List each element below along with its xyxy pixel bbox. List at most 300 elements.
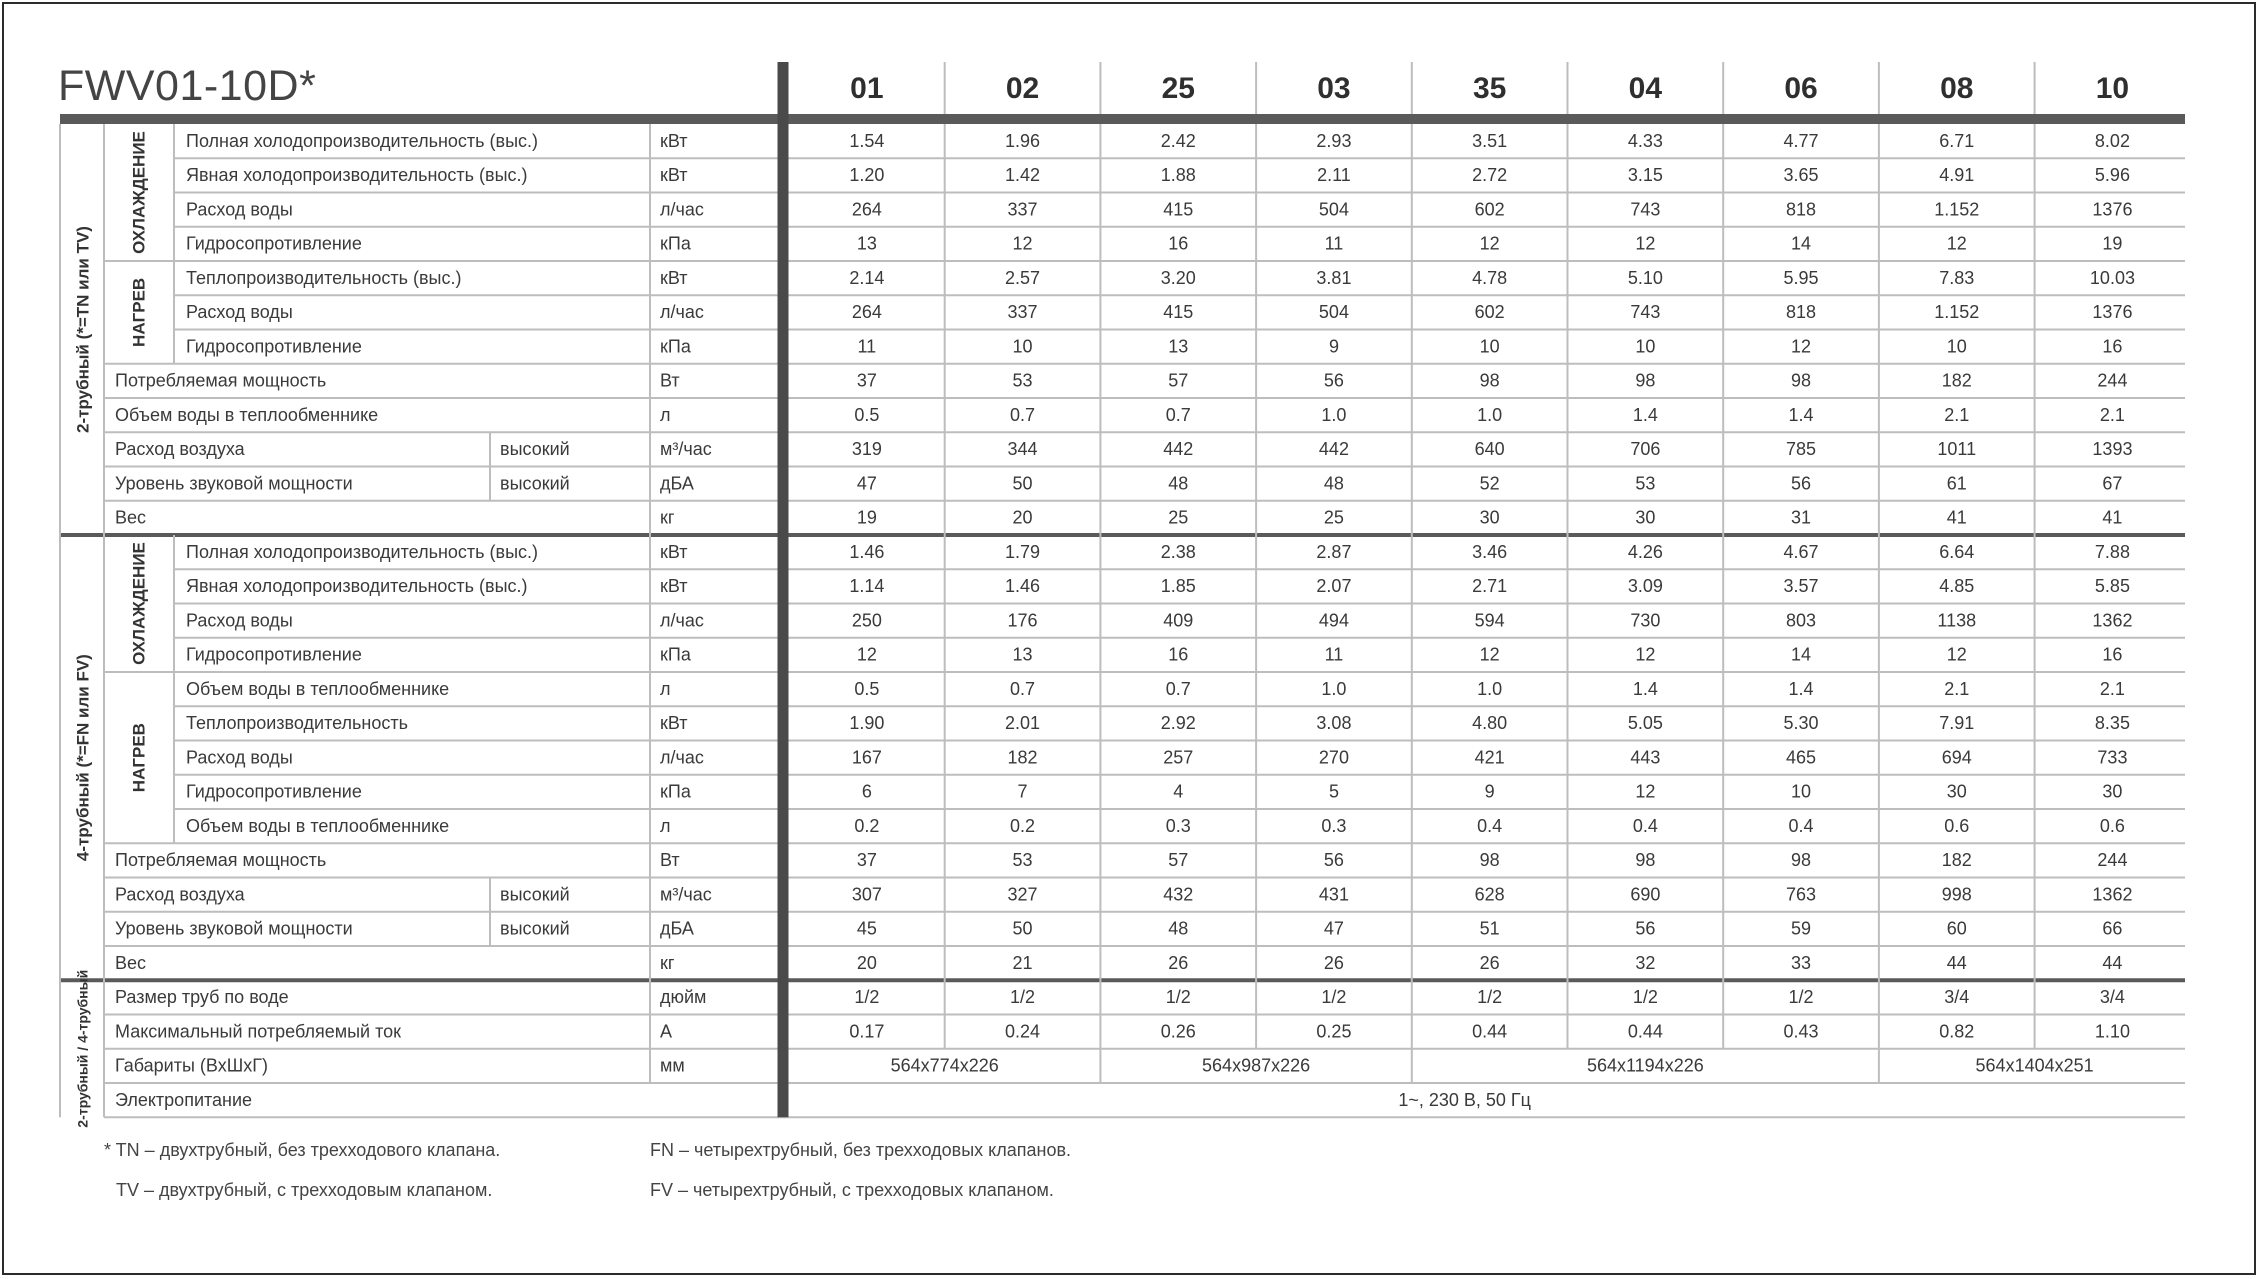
value-cell: 50 — [1012, 473, 1033, 494]
row-label: Электропитание — [115, 1089, 253, 1110]
model-header: 08 — [1940, 71, 1974, 105]
value-cell: 98 — [1791, 850, 1812, 871]
value-cell: 0.4 — [1788, 815, 1814, 836]
value-cell: 6.71 — [1939, 130, 1975, 151]
header-rule — [60, 114, 2185, 124]
value-cell: 12 — [1635, 644, 1656, 665]
value-cell: 1362 — [2092, 610, 2133, 631]
value-cell: 4 — [1173, 781, 1184, 802]
row-unit: л — [660, 404, 671, 425]
value-cell: 0.5 — [854, 678, 880, 699]
value-cell: 3/4 — [2099, 987, 2125, 1008]
value-cell: 0.7 — [1010, 404, 1036, 425]
row-sublabel: высокий — [500, 439, 570, 460]
section-label-two-pipe: 2-трубный (*=TN или TV) — [73, 226, 93, 433]
value-cell: 20 — [856, 952, 877, 973]
footnote-fn: FN – четырехтрубный, без трехходовых клапанов. — [650, 1140, 1072, 1160]
row-unit: дБА — [660, 473, 694, 494]
value-cell: 0.2 — [1010, 815, 1036, 836]
value-cell: 1376 — [2092, 302, 2133, 323]
row-label: Расход воды — [186, 610, 293, 631]
value-cell: 12 — [856, 644, 877, 665]
value-cell: 3.20 — [1160, 267, 1196, 288]
value-cell: 0.24 — [1005, 1021, 1041, 1042]
value-cell: 57 — [1168, 850, 1189, 871]
value-cell: 409 — [1163, 610, 1194, 631]
value-cell: 10 — [1946, 336, 1967, 357]
row-label: Гидросопротивление — [186, 336, 362, 357]
value-cell: 998 — [1941, 884, 1972, 905]
row-label: Гидросопротивление — [186, 781, 362, 802]
value-cell: 3.09 — [1627, 576, 1663, 597]
value-cell: 818 — [1786, 199, 1817, 220]
value-cell: 48 — [1168, 473, 1189, 494]
row-sublabel: высокий — [500, 473, 570, 494]
value-cell: 5.30 — [1783, 713, 1819, 734]
value-cell: 12 — [1791, 336, 1812, 357]
value-cell: 1/2 — [1477, 987, 1503, 1008]
row-unit: л/час — [660, 747, 704, 768]
value-cell: 2.93 — [1316, 130, 1352, 151]
value-cell: 10.03 — [2089, 267, 2135, 288]
value-cell: 20 — [1012, 507, 1033, 528]
row-unit: кВт — [660, 165, 688, 186]
value-cell: 7.91 — [1939, 713, 1975, 734]
group-label-cooling: ОХЛАЖДЕНИЕ — [129, 542, 149, 665]
value-cell: 31 — [1791, 507, 1812, 528]
group-label-heating: НАГРЕВ — [129, 277, 149, 347]
value-cell: 4.26 — [1627, 541, 1663, 562]
value-cell: 5.95 — [1783, 267, 1819, 288]
row-label: Расход воздуха — [115, 884, 245, 905]
value-cell: 9 — [1484, 781, 1495, 802]
value-cell: 25 — [1168, 507, 1189, 528]
row-unit: дюйм — [660, 987, 707, 1008]
value-cell: 2.57 — [1005, 267, 1041, 288]
value-cell: 1/2 — [1321, 987, 1347, 1008]
row-unit: м³/час — [660, 439, 712, 460]
model-header: 35 — [1472, 71, 1507, 105]
value-cell: 12 — [1946, 644, 1967, 665]
row-label: Теплопроизводительность (выс.) — [186, 267, 462, 288]
value-cell: 182 — [1941, 850, 1972, 871]
value-cell: 26 — [1479, 952, 1500, 973]
value-cell: 13 — [1012, 644, 1033, 665]
value-cell: 244 — [2097, 370, 2128, 391]
span-cell: 564x987x226 — [1202, 1055, 1311, 1076]
value-cell: 98 — [1479, 850, 1500, 871]
value-cell: 10 — [1635, 336, 1656, 357]
value-cell: 12 — [1946, 233, 1967, 254]
value-cell: 182 — [1007, 747, 1038, 768]
row-unit: кПа — [660, 336, 691, 357]
value-cell: 0.5 — [854, 404, 880, 425]
value-cell: 41 — [1946, 507, 1967, 528]
group-label-heating: НАГРЕВ — [129, 723, 149, 793]
span-cell: 1~, 230 В, 50 Гц — [1398, 1089, 1531, 1110]
value-cell: 1.88 — [1160, 165, 1196, 186]
value-cell: 12 — [1635, 781, 1656, 802]
value-cell: 1.20 — [849, 165, 885, 186]
value-cell: 8.02 — [2094, 130, 2130, 151]
value-cell: 1011 — [1937, 439, 1977, 460]
value-cell: 44 — [1946, 952, 1967, 973]
value-cell: 763 — [1786, 884, 1817, 905]
value-cell: 53 — [1012, 370, 1033, 391]
value-cell: 16 — [1168, 644, 1189, 665]
row-unit: кПа — [660, 233, 691, 254]
value-cell: 45 — [856, 918, 877, 939]
model-header: 02 — [1005, 71, 1040, 105]
row-label: Явная холодопроизводительность (выс.) — [186, 165, 528, 186]
row-unit: кПа — [660, 644, 691, 665]
value-cell: 0.3 — [1321, 815, 1347, 836]
value-cell: 494 — [1318, 610, 1349, 631]
value-cell: 706 — [1630, 439, 1661, 460]
value-cell: 57 — [1168, 370, 1189, 391]
row-unit: А — [660, 1021, 673, 1042]
value-cell: 5.96 — [2094, 165, 2130, 186]
value-cell: 56 — [1323, 370, 1344, 391]
value-cell: 442 — [1163, 439, 1194, 460]
value-cell: 16 — [2102, 644, 2123, 665]
value-cell: 785 — [1786, 439, 1817, 460]
value-cell: 0.7 — [1165, 678, 1191, 699]
value-cell: 9 — [1328, 336, 1339, 357]
value-cell: 30 — [1479, 507, 1500, 528]
value-cell: 0.6 — [1944, 815, 1970, 836]
value-cell: 19 — [2102, 233, 2123, 254]
footnote-tv: TV – двухтрубный, с трехходовым клапаном. — [116, 1180, 493, 1200]
value-cell: 3.65 — [1783, 165, 1819, 186]
row-unit: Вт — [660, 850, 680, 871]
value-cell: 7.88 — [2094, 541, 2130, 562]
document-title: FWV01-10D* — [58, 62, 317, 110]
value-cell: 1/2 — [1165, 987, 1191, 1008]
span-cell: 564x1404x251 — [1975, 1055, 2094, 1076]
value-cell: 1.46 — [1005, 576, 1041, 597]
value-cell: 1.79 — [1005, 541, 1041, 562]
value-cell: 5.10 — [1627, 267, 1663, 288]
span-cell: 564x774x226 — [890, 1055, 999, 1076]
value-cell: 244 — [2097, 850, 2128, 871]
row-label: Расход воздуха — [115, 439, 245, 460]
value-cell: 167 — [851, 747, 882, 768]
row-label: Расход воды — [186, 747, 293, 768]
value-cell: 694 — [1941, 747, 1972, 768]
row-unit: кВт — [660, 576, 688, 597]
value-cell: 2.1 — [1944, 678, 1970, 699]
value-cell: 1376 — [2092, 199, 2133, 220]
value-cell: 11 — [1324, 644, 1344, 665]
value-cell: 48 — [1168, 918, 1189, 939]
value-cell: 37 — [856, 370, 877, 391]
value-cell: 3/4 — [1944, 987, 1970, 1008]
value-cell: 2.42 — [1160, 130, 1196, 151]
row-unit: л/час — [660, 610, 704, 631]
value-cell: 1.4 — [1788, 404, 1814, 425]
row-unit: Вт — [660, 370, 680, 391]
value-cell: 504 — [1318, 302, 1349, 323]
value-cell: 337 — [1007, 302, 1038, 323]
value-cell: 1.85 — [1160, 576, 1196, 597]
value-cell: 602 — [1474, 302, 1505, 323]
value-cell: 98 — [1635, 850, 1656, 871]
value-cell: 67 — [2102, 473, 2123, 494]
value-cell: 1.42 — [1005, 165, 1041, 186]
value-cell: 7.83 — [1939, 267, 1975, 288]
row-label: Потребляемая мощность — [115, 850, 327, 871]
value-cell: 2.01 — [1005, 713, 1041, 734]
value-cell: 431 — [1318, 884, 1349, 905]
value-cell: 37 — [856, 850, 877, 871]
section-label-common: 2-трубный / 4-трубный — [74, 969, 91, 1128]
row-unit: кВт — [660, 130, 688, 151]
value-cell: 421 — [1474, 747, 1505, 768]
value-cell: 1.4 — [1788, 678, 1814, 699]
row-label: Уровень звуковой мощности — [115, 473, 353, 494]
value-cell: 1138 — [1937, 610, 1977, 631]
value-cell: 26 — [1323, 952, 1344, 973]
value-cell: 50 — [1012, 918, 1033, 939]
row-unit: л — [660, 815, 671, 836]
value-cell: 59 — [1791, 918, 1812, 939]
value-cell: 1.54 — [849, 130, 885, 151]
row-unit: кВт — [660, 541, 688, 562]
value-cell: 11 — [1324, 233, 1344, 254]
value-cell: 41 — [2102, 507, 2123, 528]
value-cell: 1.96 — [1005, 130, 1041, 151]
value-cell: 1.14 — [849, 576, 885, 597]
row-unit: дБА — [660, 918, 694, 939]
value-cell: 264 — [851, 302, 882, 323]
value-cell: 594 — [1474, 610, 1505, 631]
model-header: 04 — [1628, 71, 1663, 105]
value-cell: 2.38 — [1160, 541, 1196, 562]
row-label: Полная холодопроизводительность (выс.) — [186, 130, 539, 151]
value-cell: 10 — [1479, 336, 1500, 357]
section-label-four-pipe: 4-трубный (*=FN или FV) — [73, 654, 93, 862]
value-cell: 2.1 — [2099, 678, 2125, 699]
value-cell: 1.0 — [1321, 678, 1347, 699]
row-unit: л/час — [660, 302, 704, 323]
value-cell: 730 — [1630, 610, 1661, 631]
value-cell: 818 — [1786, 302, 1817, 323]
value-cell: 0.7 — [1165, 404, 1191, 425]
value-cell: 66 — [2102, 918, 2123, 939]
value-cell: 327 — [1007, 884, 1038, 905]
value-cell: 4.85 — [1939, 576, 1975, 597]
value-cell: 344 — [1007, 439, 1038, 460]
value-cell: 602 — [1474, 199, 1505, 220]
value-cell: 4.67 — [1783, 541, 1819, 562]
value-cell: 0.44 — [1472, 1021, 1508, 1042]
value-cell: 1.46 — [849, 541, 885, 562]
value-cell: 4.33 — [1627, 130, 1663, 151]
row-label: Теплопроизводительность — [186, 713, 408, 734]
value-cell: 5 — [1328, 781, 1339, 802]
value-cell: 10 — [1791, 781, 1812, 802]
row-label: Полная холодопроизводительность (выс.) — [186, 541, 539, 562]
value-cell: 53 — [1012, 850, 1033, 871]
row-unit: кВт — [660, 713, 688, 734]
value-cell: 30 — [1635, 507, 1656, 528]
value-cell: 1.10 — [2094, 1021, 2130, 1042]
value-cell: 4.78 — [1472, 267, 1508, 288]
value-cell: 504 — [1318, 199, 1349, 220]
row-sublabel: высокий — [500, 884, 570, 905]
row-unit: кПа — [660, 781, 691, 802]
value-cell: 182 — [1941, 370, 1972, 391]
value-cell: 33 — [1791, 952, 1812, 973]
value-cell: 803 — [1786, 610, 1817, 631]
model-header: 03 — [1317, 71, 1351, 105]
value-cell: 1.152 — [1934, 199, 1980, 220]
value-cell: 1/2 — [854, 987, 880, 1008]
value-cell: 7 — [1017, 781, 1028, 802]
row-label: Явная холодопроизводительность (выс.) — [186, 576, 528, 597]
model-header: 01 — [850, 71, 884, 105]
value-cell: 0.25 — [1316, 1021, 1352, 1042]
value-cell: 10 — [1012, 336, 1033, 357]
value-cell: 0.44 — [1627, 1021, 1663, 1042]
row-unit: мм — [660, 1055, 685, 1076]
value-cell: 3.51 — [1472, 130, 1508, 151]
value-cell: 5.05 — [1627, 713, 1663, 734]
value-cell: 12 — [1479, 233, 1500, 254]
value-cell: 3.81 — [1316, 267, 1352, 288]
value-cell: 11 — [857, 336, 877, 357]
row-unit: м³/час — [660, 884, 712, 905]
value-cell: 270 — [1318, 747, 1349, 768]
value-cell: 743 — [1630, 199, 1661, 220]
value-cell: 51 — [1479, 918, 1500, 939]
value-cell: 47 — [856, 473, 877, 494]
value-cell: 0.26 — [1160, 1021, 1196, 1042]
value-cell: 0.3 — [1165, 815, 1191, 836]
span-cell: 564x1194x226 — [1586, 1055, 1704, 1076]
value-cell: 1362 — [2092, 884, 2133, 905]
row-sublabel: высокий — [500, 918, 570, 939]
value-cell: 307 — [851, 884, 882, 905]
value-cell: 13 — [1168, 336, 1189, 357]
value-cell: 3.46 — [1472, 541, 1508, 562]
value-cell: 52 — [1479, 473, 1500, 494]
value-cell: 30 — [1946, 781, 1967, 802]
value-cell: 640 — [1474, 439, 1505, 460]
value-cell: 0.82 — [1939, 1021, 1975, 1042]
model-header: 10 — [2095, 71, 2130, 105]
value-cell: 628 — [1474, 884, 1505, 905]
value-cell: 442 — [1318, 439, 1349, 460]
row-label: Гидросопротивление — [186, 233, 362, 254]
value-cell: 1/2 — [1788, 987, 1814, 1008]
value-cell: 1/2 — [1632, 987, 1658, 1008]
row-label: Гидросопротивление — [186, 644, 362, 665]
value-cell: 56 — [1791, 473, 1812, 494]
value-cell: 0.4 — [1477, 815, 1503, 836]
value-cell: 0.4 — [1632, 815, 1658, 836]
value-cell: 1/2 — [1010, 987, 1036, 1008]
row-label: Максимальный потребляемый ток — [115, 1021, 402, 1042]
value-cell: 319 — [851, 439, 882, 460]
value-cell: 19 — [856, 507, 877, 528]
row-unit: кВт — [660, 267, 688, 288]
value-cell: 56 — [1323, 850, 1344, 871]
row-label: Размер труб по воде — [115, 987, 289, 1008]
row-unit: л/час — [660, 199, 704, 220]
value-cell: 415 — [1163, 199, 1194, 220]
value-cell: 56 — [1635, 918, 1656, 939]
value-cell: 47 — [1323, 918, 1344, 939]
row-label: Уровень звуковой мощности — [115, 918, 353, 939]
value-cell: 432 — [1163, 884, 1194, 905]
value-cell: 250 — [851, 610, 882, 631]
value-cell: 264 — [851, 199, 882, 220]
row-label: Вес — [115, 952, 147, 973]
value-cell: 25 — [1323, 507, 1344, 528]
value-cell: 3.15 — [1627, 165, 1663, 186]
row-unit: кг — [660, 507, 675, 528]
value-cell: 0.6 — [2099, 815, 2125, 836]
value-cell: 16 — [1168, 233, 1189, 254]
value-cell: 5.85 — [2094, 576, 2130, 597]
row-label: Объем воды в теплообменнике — [186, 815, 450, 836]
value-cell: 2.11 — [1317, 165, 1351, 186]
value-cell: 13 — [856, 233, 877, 254]
value-cell: 1.90 — [849, 713, 885, 734]
value-cell: 6 — [861, 781, 872, 802]
value-cell: 61 — [1946, 473, 1967, 494]
footnote-fv: FV – четырехтрубный, с трехходовых клапаном. — [650, 1180, 1054, 1200]
value-cell: 176 — [1007, 610, 1038, 631]
value-cell: 98 — [1635, 370, 1656, 391]
model-bar — [778, 62, 789, 1117]
value-cell: 1393 — [2092, 439, 2133, 460]
value-cell: 443 — [1630, 747, 1661, 768]
value-cell: 1.0 — [1477, 404, 1503, 425]
value-cell: 53 — [1635, 473, 1656, 494]
value-cell: 48 — [1323, 473, 1344, 494]
value-cell: 0.7 — [1010, 678, 1036, 699]
value-cell: 4.91 — [1939, 165, 1975, 186]
model-header: 06 — [1784, 71, 1818, 105]
value-cell: 1.0 — [1477, 678, 1503, 699]
value-cell: 12 — [1012, 233, 1033, 254]
value-cell: 12 — [1635, 233, 1656, 254]
row-label: Объем воды в теплообменнике — [115, 404, 379, 425]
value-cell: 60 — [1946, 918, 1967, 939]
row-label: Расход воды — [186, 302, 293, 323]
value-cell: 1.4 — [1632, 404, 1658, 425]
value-cell: 257 — [1163, 747, 1194, 768]
row-unit: л — [660, 678, 671, 699]
value-cell: 415 — [1163, 302, 1194, 323]
value-cell: 2.87 — [1316, 541, 1352, 562]
value-cell: 690 — [1630, 884, 1661, 905]
value-cell: 2.14 — [849, 267, 885, 288]
value-cell: 32 — [1635, 952, 1656, 973]
value-cell: 26 — [1168, 952, 1189, 973]
value-cell: 98 — [1791, 370, 1812, 391]
value-cell: 6.64 — [1939, 541, 1975, 562]
value-cell: 2.07 — [1316, 576, 1352, 597]
value-cell: 0.43 — [1783, 1021, 1819, 1042]
value-cell: 44 — [2102, 952, 2123, 973]
model-header: 25 — [1161, 71, 1195, 105]
value-cell: 1.152 — [1934, 302, 1980, 323]
value-cell: 0.2 — [854, 815, 880, 836]
